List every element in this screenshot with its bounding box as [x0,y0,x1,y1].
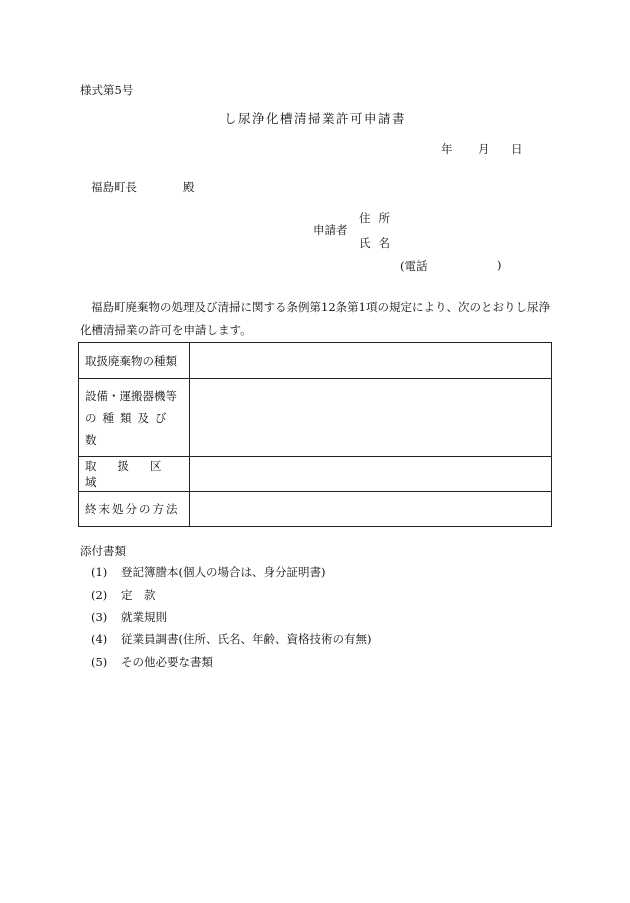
addressee: 福島町長 [91,180,137,194]
phone-close-paren: ) [497,258,502,272]
honorific: 殿 [183,180,195,194]
date-day-label: 日 [511,142,523,156]
phone-label: (電話 [400,259,428,273]
form-number: 様式第5号 [80,83,134,97]
row-label-disposal: 終末処分の方法 [79,492,190,527]
application-table [78,342,552,527]
date-year-label: 年 [441,142,453,156]
list-item-text: その他必要な書類 [121,655,213,669]
applicant-label: 申請者 [313,223,348,237]
date-month-label: 月 [478,142,490,156]
row-label-equipment-line2: の種類及び数 [85,410,173,447]
list-item [91,654,213,670]
list-item-text: 就業規則 [121,610,167,624]
row-label-equipment-line1: 設備・運搬器機等 [85,388,177,403]
table-row [79,492,552,527]
row-value-disposal [190,492,552,527]
list-item-number: (4) [91,632,108,646]
row-value-area [190,457,552,492]
document-title: し尿浄化槽清掃業許可申請書 [223,111,406,126]
table-row [79,379,552,457]
list-item-text: 定 款 [121,588,156,602]
address-label: 住所 [359,211,398,225]
attachments-title: 添付書類 [80,544,126,558]
list-item-number: (2) [91,588,108,602]
list-item-number: (5) [91,655,108,669]
row-label-equipment [79,379,190,457]
list-item-number: (1) [91,565,108,579]
table-row [79,343,552,379]
row-label-waste-type: 取扱廃棄物の種類 [79,343,190,379]
list-item [91,587,156,603]
row-label-area: 取扱区域 [79,457,190,492]
row-value-equipment [190,379,552,457]
body-paragraph: 福島町廃棄物の処理及び清掃に関する条例第12条第1項の規定により、次のとおりし尿浄化槽清掃業の許可を申請します。 [80,300,550,337]
list-item [91,609,167,625]
list-item [91,631,371,647]
list-item-text: 登記簿謄本(個人の場合は、身分証明書) [121,565,326,579]
row-value-waste-type [190,343,552,379]
table-row [79,457,552,492]
list-item-text: 従業員調書(住所、氏名、年齢、資格技術の有無) [121,632,372,646]
name-label: 氏名 [359,236,398,250]
list-item [91,564,325,580]
list-item-number: (3) [91,610,108,624]
